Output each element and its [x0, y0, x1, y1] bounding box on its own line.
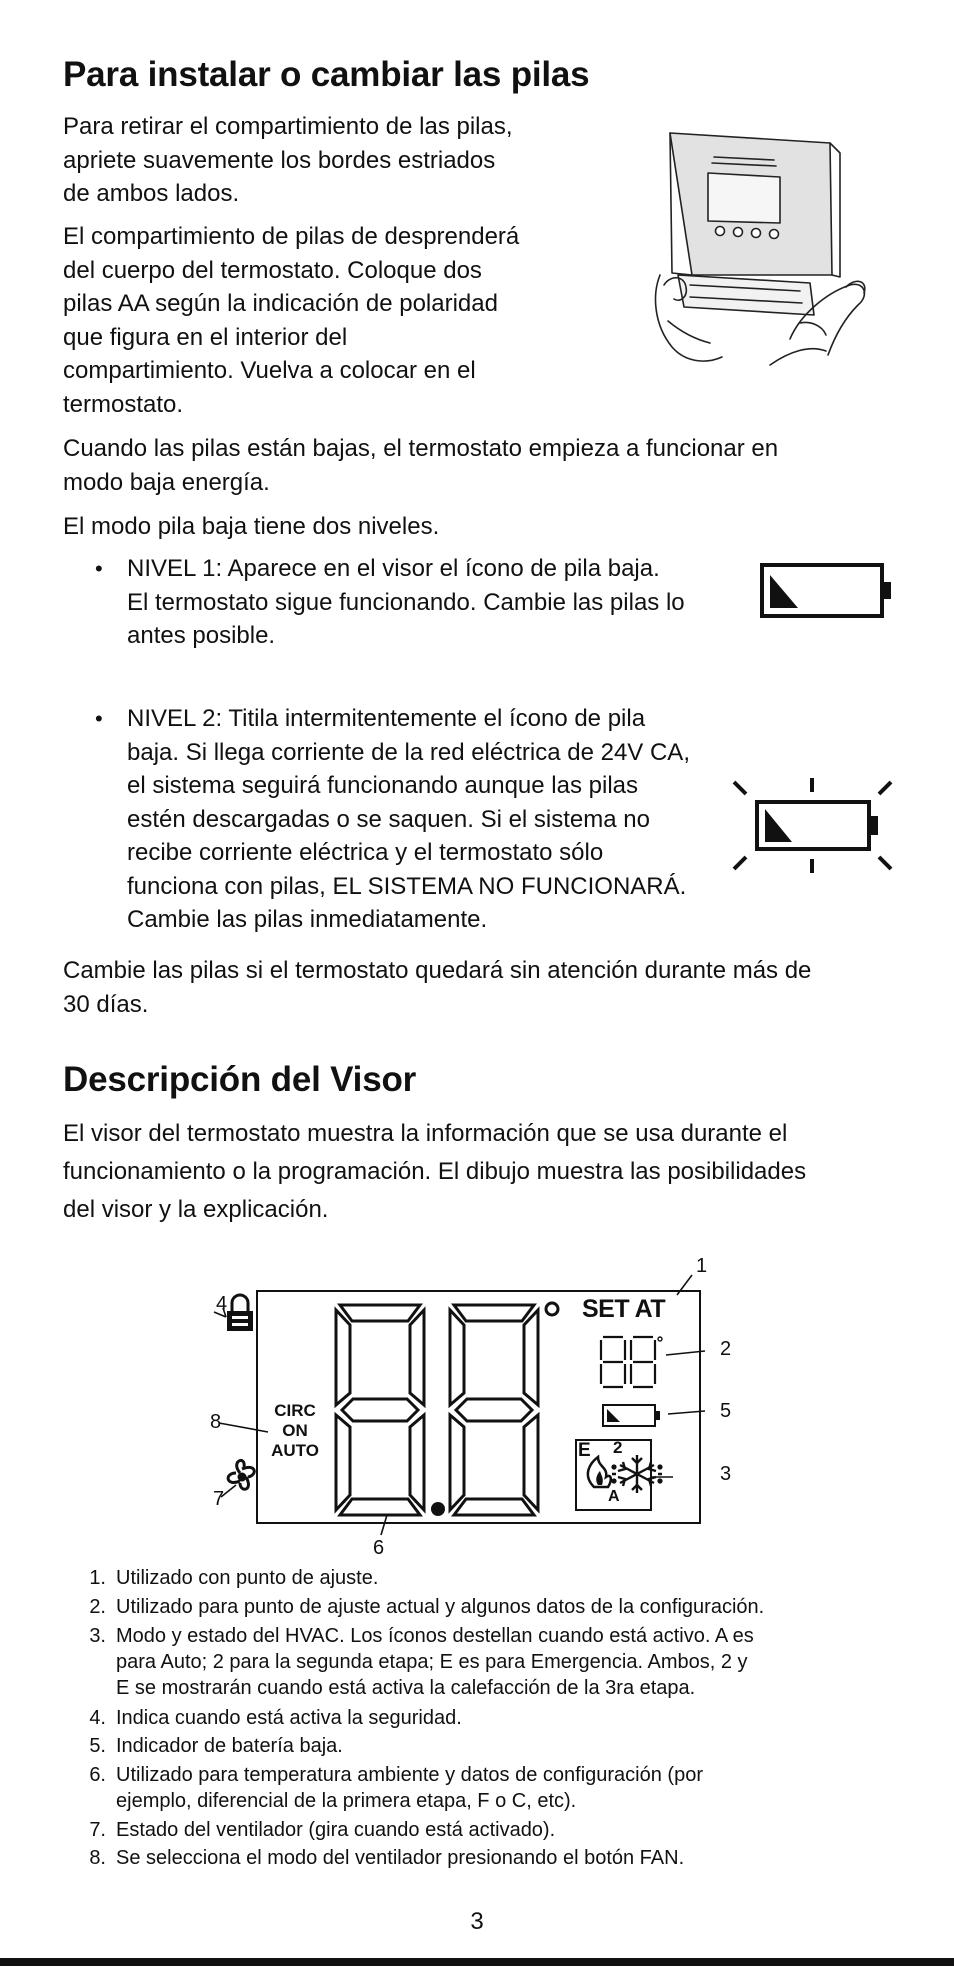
on-label: ON — [282, 1421, 308, 1440]
lock-icon — [227, 1295, 253, 1331]
callout-8: 8 — [210, 1411, 222, 1433]
bullet-level-2: • NIVEL 2: Titila intermitentemente el ícono de pila baja. Si llega corriente de la red eléctrica de 24V CA, el sistema seguirá funcionando aunque las pilas estén descargadas o se saquen. Si el sistema no recibe corriente eléctrica y el termostato sólo funciona con pilas, EL SISTEMA NO FUNCIONARÁ. Cambie las pilas inmediatamente. — [127, 702, 727, 937]
decimal-point-icon — [431, 1502, 445, 1516]
paragraph-remove-compartment: Para retirar el compartimiento de las pilas, apriete suavemente los bordes estriados de ambos lados. — [63, 113, 513, 207]
paragraph-two-levels: El modo pila baja tiene dos niveles. — [63, 513, 440, 540]
callout-2: 2 — [720, 1338, 732, 1360]
fan-icon — [228, 1460, 254, 1489]
section-title-batteries: Para instalar o cambiar las pilas — [63, 55, 590, 94]
callout-7: 7 — [213, 1488, 225, 1510]
section-title-display: Descripción del Visor — [63, 1060, 417, 1099]
paragraph-display-intro: El visor del termostato muestra la información que se usa durante el funcionamiento o la programación. El dibujo muestra las posibilidades del visor y la explicación. — [63, 1120, 807, 1223]
bullet-dot: • — [95, 556, 103, 581]
mode-2-label: 2 — [613, 1438, 623, 1457]
fan-mode-labels — [265, 1401, 325, 1461]
bullet-dot: • — [95, 706, 103, 731]
callout-1: 1 — [696, 1255, 708, 1277]
callout-6: 6 — [373, 1537, 385, 1559]
paragraph-low-battery: Cuando las pilas están bajas, el termostato empieza a funcionar en modo baja energía. — [63, 435, 779, 496]
set-at-label: SET AT — [582, 1295, 666, 1323]
paragraph-insert-batteries: El compartimiento de pilas de desprenderá del cuerpo del termostato. Coloque dos pilas AA según la indicación de polaridad que figura en el interior del compartimiento. Vuelva a colocar en el termostato. — [63, 223, 520, 418]
bottom-rule — [0, 1958, 954, 1966]
circ-label: CIRC — [274, 1401, 316, 1420]
small-battery-icon — [603, 1405, 660, 1426]
mode-a-label: A — [608, 1488, 620, 1505]
bullet-level-1: • NIVEL 1: Aparece en el visor el ícono de pila baja. El termostato sigue funcionando. Cambie las pilas lo antes posible. — [127, 552, 727, 653]
page-number: 3 — [470, 1908, 484, 1935]
thermostat-battery-illustration — [650, 125, 870, 370]
mode-e-label: E — [578, 1440, 591, 1461]
callout-3: 3 — [720, 1463, 732, 1485]
paragraph-unattended: Cambie las pilas si el termostato quedará sin atención durante más de 30 días. — [63, 957, 812, 1018]
display-diagram — [200, 1255, 740, 1575]
display-legend-list: 1. Utilizado con punto de ajuste. 2. Utilizado para punto de ajuste actual y algunos datos de la configuración. 3. Modo y estado del HVAC. Los íconos destellan cuando está activo. A es para Auto; 2 para la segunda etapa; E es para Emergencia. Ambos, 2 y E se mostrarán cuando está activa la calefacción de la 3ra etapa. 4. Indica cuando está activa la seguridad. 5. Indicador de batería baja. 6. Utilizado para temperatura ambiente y datos de configuración (por ejemplo, diferencial de la primera etapa, F o C, etc). 7. Estado del ventilador (gira cuando está activado). 8. Se selecciona el modo del ventilador presionando el botón FAN. — [89, 1567, 765, 1869]
low-battery-icon — [760, 563, 895, 618]
callout-5: 5 — [720, 1400, 732, 1422]
auto-label: AUTO — [271, 1441, 319, 1460]
flashing-low-battery-icon — [730, 778, 895, 873]
callout-4: 4 — [216, 1293, 228, 1315]
